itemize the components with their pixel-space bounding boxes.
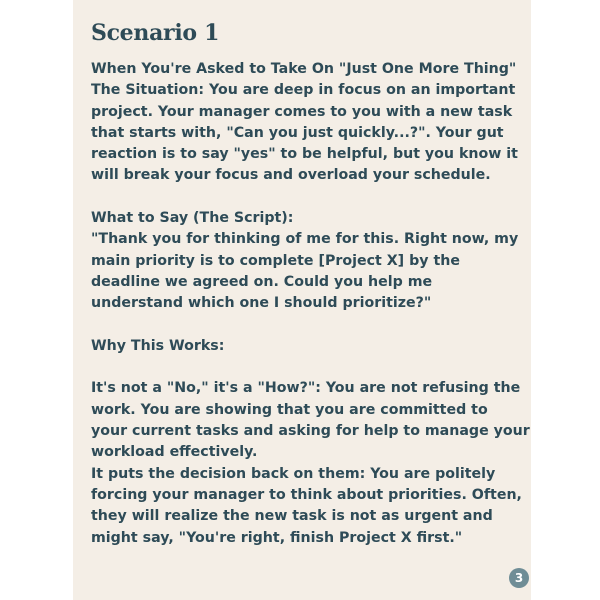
- text-line: It puts the decision back on them: You are politely: [91, 465, 496, 482]
- text-line: deadline we agreed on. Could you help me: [91, 273, 433, 290]
- text-line: It's not a "No," it's a "How?": You are not refusing the: [91, 380, 521, 397]
- text-line: your current tasks and asking for help to manage your: [91, 423, 530, 440]
- page-body: [91, 59, 531, 549]
- text-line: The Situation: You are deep in focus on an important: [91, 82, 516, 99]
- paragraph-gap: [91, 315, 531, 336]
- text-line: reaction is to say "yes" to be helpful, but you know it: [91, 146, 518, 163]
- text-line: workload effectively.: [91, 444, 258, 461]
- script-heading: What to Say (The Script):: [91, 210, 294, 227]
- text-line: work. You are showing that you are committed to: [91, 401, 488, 418]
- why-heading: Why This Works:: [91, 337, 225, 354]
- text-line: might say, "You're right, finish Project X first.": [91, 529, 463, 546]
- text-line: project. Your manager comes to you with a new task: [91, 103, 513, 120]
- page-title: Scenario 1: [91, 20, 220, 46]
- text-line: will break your focus and overload your schedule.: [91, 167, 491, 184]
- paragraph-gap: [91, 187, 531, 208]
- text-line: "Thank you for thinking of me for this. Right now, my: [91, 231, 519, 248]
- text-line: forcing your manager to think about priorities. Often,: [91, 486, 522, 503]
- text-line: that starts with, "Can you just quickly...?". Your gut: [91, 124, 504, 141]
- text-line: they will realize the new task is not as urgent and: [91, 508, 493, 525]
- text-line: main priority is to complete [Project X] by the: [91, 252, 460, 269]
- paragraph-gap: [91, 357, 531, 378]
- page-number-badge: 3: [509, 568, 529, 588]
- text-line: When You're Asked to Take On "Just One More Thing": [91, 61, 517, 77]
- document-page: [73, 0, 531, 600]
- text-line: understand which one I should prioritize?": [91, 295, 432, 312]
